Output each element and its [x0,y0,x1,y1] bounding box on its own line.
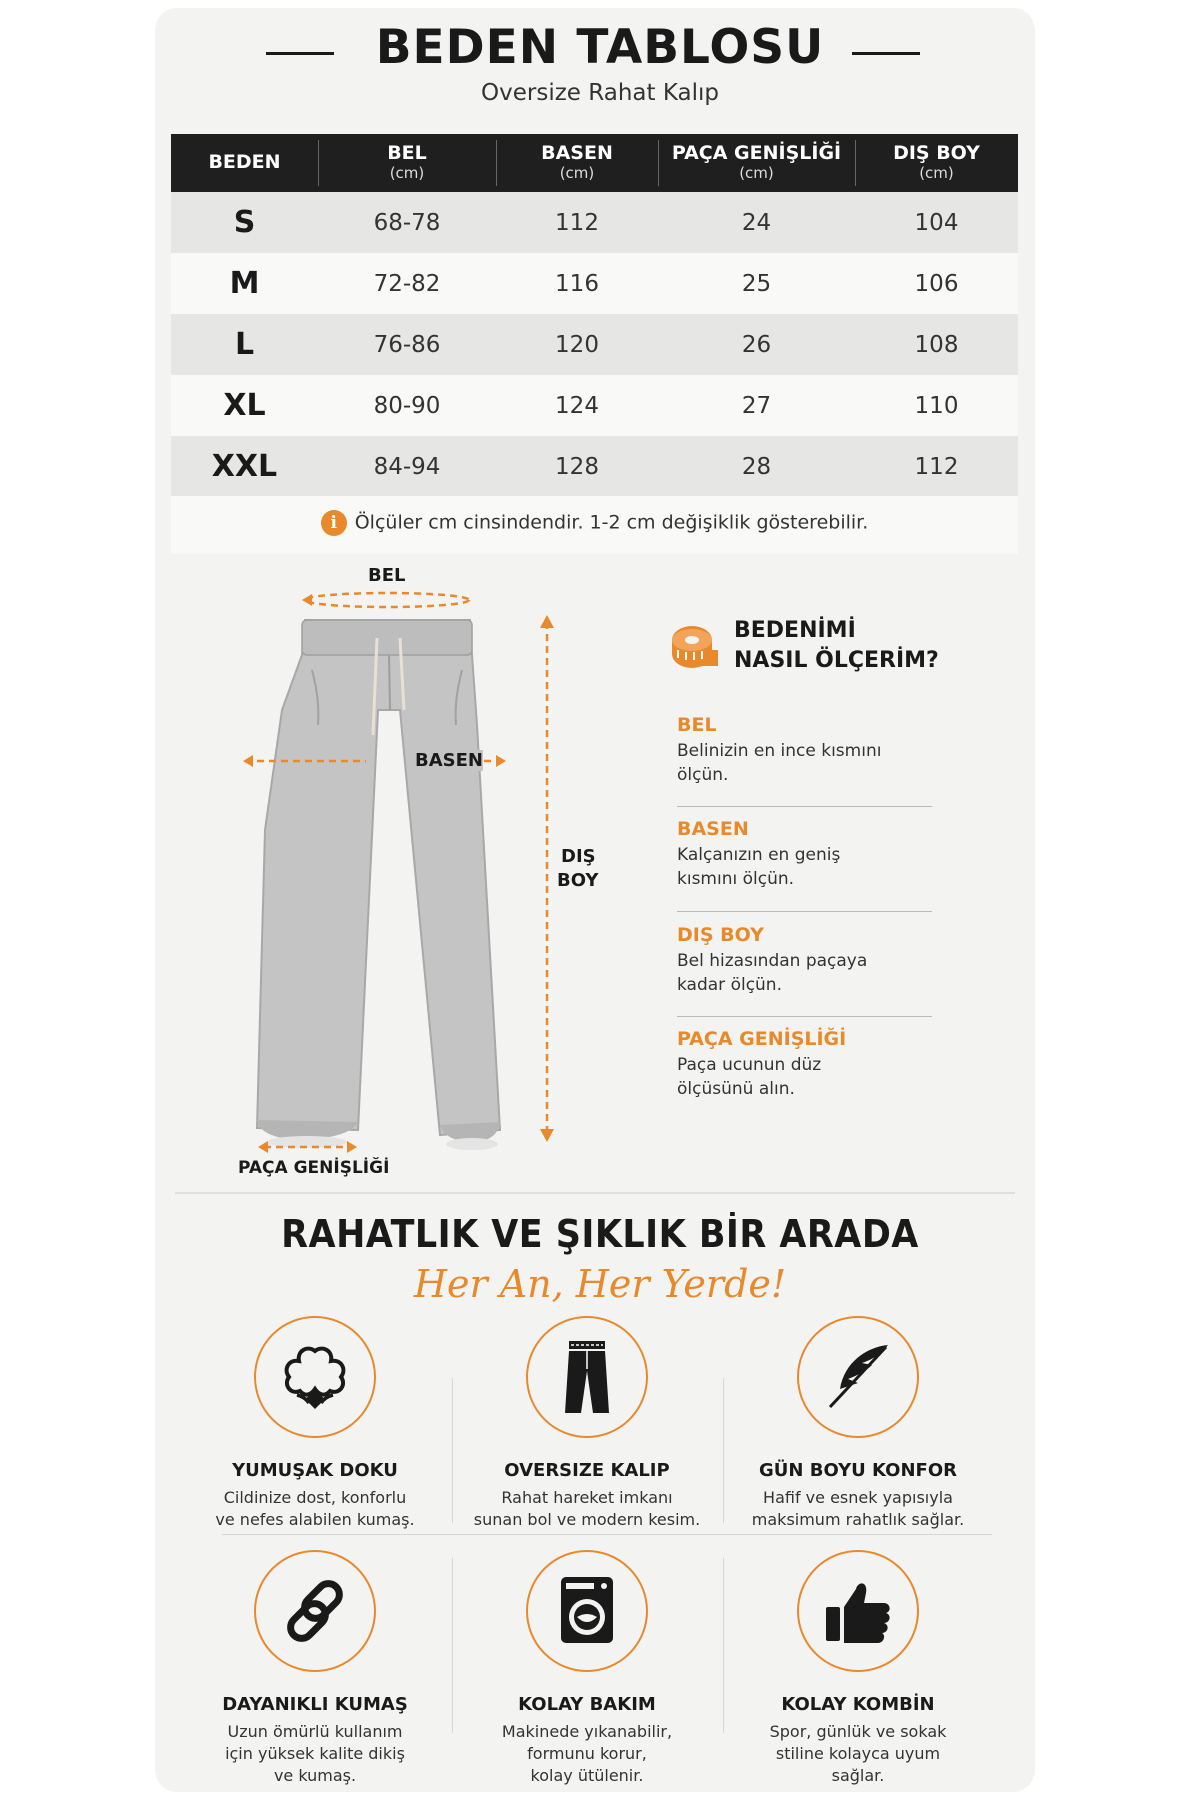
howto-step-paca [677,1028,932,1101]
measurement-note [171,496,1018,554]
step-divider [677,806,932,807]
paca-cell: 24 [658,192,855,253]
feature-title: KOLAY KOMBİN [781,1694,935,1715]
feature-desc: Uzun ömürlü kullanım için yüksek kalite dikiş ve kumaş. [225,1722,405,1785]
col-header-basen: BASEN (cm) [496,134,658,192]
step-title: BEL [677,714,717,736]
feature-easy-care [452,1550,722,1787]
bel-cell: 72-82 [318,253,496,314]
note-text: Ölçüler cm cinsindendir. 1-2 cm değişiklik gösterebilir. [354,511,869,534]
feature-all-day-comfort [723,1316,993,1531]
washing-machine-icon [526,1550,648,1672]
col-header-paca: PAÇA GENİŞLİĞİ (cm) [658,134,855,192]
basen-cell: 128 [496,436,658,497]
size-cell: XL [171,375,318,436]
thumbs-up-icon [797,1550,919,1672]
table-row [171,192,1018,253]
step-desc: Belinizin en ince kısmını ölçün. [677,741,882,785]
pants-illustration [257,620,500,1150]
howto-step-bel [677,714,932,787]
bel-cell: 68-78 [318,192,496,253]
feature-title: KOLAY BAKIM [518,1694,656,1715]
basen-cell: 120 [496,314,658,375]
bel-cell: 76-86 [318,314,496,375]
step-title: PAÇA GENİŞLİĞİ [677,1028,847,1050]
info-icon: i [321,510,347,536]
bel-cell: 84-94 [318,436,496,497]
table-row [171,253,1018,314]
basen-cell: 124 [496,375,658,436]
col-header-bel: BEL (cm) [318,134,496,192]
step-title: DIŞ BOY [677,924,764,946]
pants-measurement-diagram [240,560,580,1200]
howto-step-dis-boy [677,924,932,997]
table-row [171,375,1018,436]
bel-diagram-label: BEL [368,565,406,586]
feature-title: DAYANIKLI KUMAŞ [222,1694,408,1715]
feature-desc: Cildinize dost, konforlu ve nefes alabilen kumaş. [215,1488,415,1529]
paca-diagram-label: PAÇA GENİŞLİĞİ [238,1158,390,1178]
step-desc: Bel hizasından paçaya kadar ölçün. [677,951,868,995]
col-header-dis-boy: DIŞ BOY (cm) [855,134,1018,192]
pants-icon [526,1316,648,1438]
step-divider [677,1016,932,1017]
size-cell: M [171,253,318,314]
basen-cell: 116 [496,253,658,314]
page-subtitle: Oversize Rahat Kalıp [481,80,719,106]
feather-icon [797,1316,919,1438]
features-heading: RAHATLIK VE ŞIKLIK BİR ARADA [281,1212,919,1256]
feature-title: YUMUŞAK DOKU [232,1460,398,1481]
dis-boy-label-line1: DIŞ [561,846,596,867]
section-divider [175,1192,1015,1194]
feature-oversize-fit [452,1316,722,1531]
boy-cell: 108 [855,314,1018,375]
feature-durable-fabric [180,1550,450,1787]
dis-boy-label-line2: BOY [557,870,599,891]
features-tagline: Her An, Her Yerde! [413,1262,787,1306]
feature-desc: Rahat hareket imkanı sunan bol ve modern kesim. [473,1488,701,1529]
howto-title: BEDENİMİ NASIL ÖLÇERİM? [734,618,939,673]
feature-easy-combine [723,1550,993,1787]
paca-cell: 28 [658,436,855,497]
feature-title: OVERSIZE KALIP [504,1460,670,1481]
table-row [171,436,1018,497]
table-header-row [171,134,1018,192]
size-cell: XXL [171,436,318,497]
col-header-beden: BEDEN [171,134,318,192]
howto-step-basen [677,818,932,891]
feature-soft-texture [180,1316,450,1531]
page-title: BEDEN TABLOSU [375,20,825,75]
feature-title: GÜN BOYU KONFOR [759,1460,957,1481]
boy-cell: 110 [855,375,1018,436]
size-cell: L [171,314,318,375]
measuring-tape-icon [668,620,720,670]
feature-row-separator [222,1534,992,1535]
step-desc: Kalçanızın en geniş kısmını ölçün. [677,845,841,889]
feature-desc: Hafif ve esnek yapısıyla maksimum rahatlık sağlar. [751,1488,965,1529]
size-table [171,134,1018,497]
cotton-icon [254,1316,376,1438]
step-desc: Paça ucunun düz ölçüsünü alın. [677,1055,822,1099]
table-row [171,314,1018,375]
basen-cell: 112 [496,192,658,253]
step-divider [677,911,932,912]
paca-cell: 26 [658,314,855,375]
basen-diagram-label: BASEN [415,750,483,771]
bel-cell: 80-90 [318,375,496,436]
waist-measure-line [305,593,469,607]
boy-cell: 104 [855,192,1018,253]
size-cell: S [171,192,318,253]
feature-desc: Makinede yıkanabilir, formunu korur, kolay ütülenir. [501,1722,673,1785]
step-title: BASEN [677,818,749,840]
paca-cell: 25 [658,253,855,314]
feature-desc: Spor, günlük ve sokak stiline kolayca uyum sağlar. [769,1722,947,1785]
boy-cell: 106 [855,253,1018,314]
boy-cell: 112 [855,436,1018,497]
paca-cell: 27 [658,375,855,436]
chain-icon [254,1550,376,1672]
